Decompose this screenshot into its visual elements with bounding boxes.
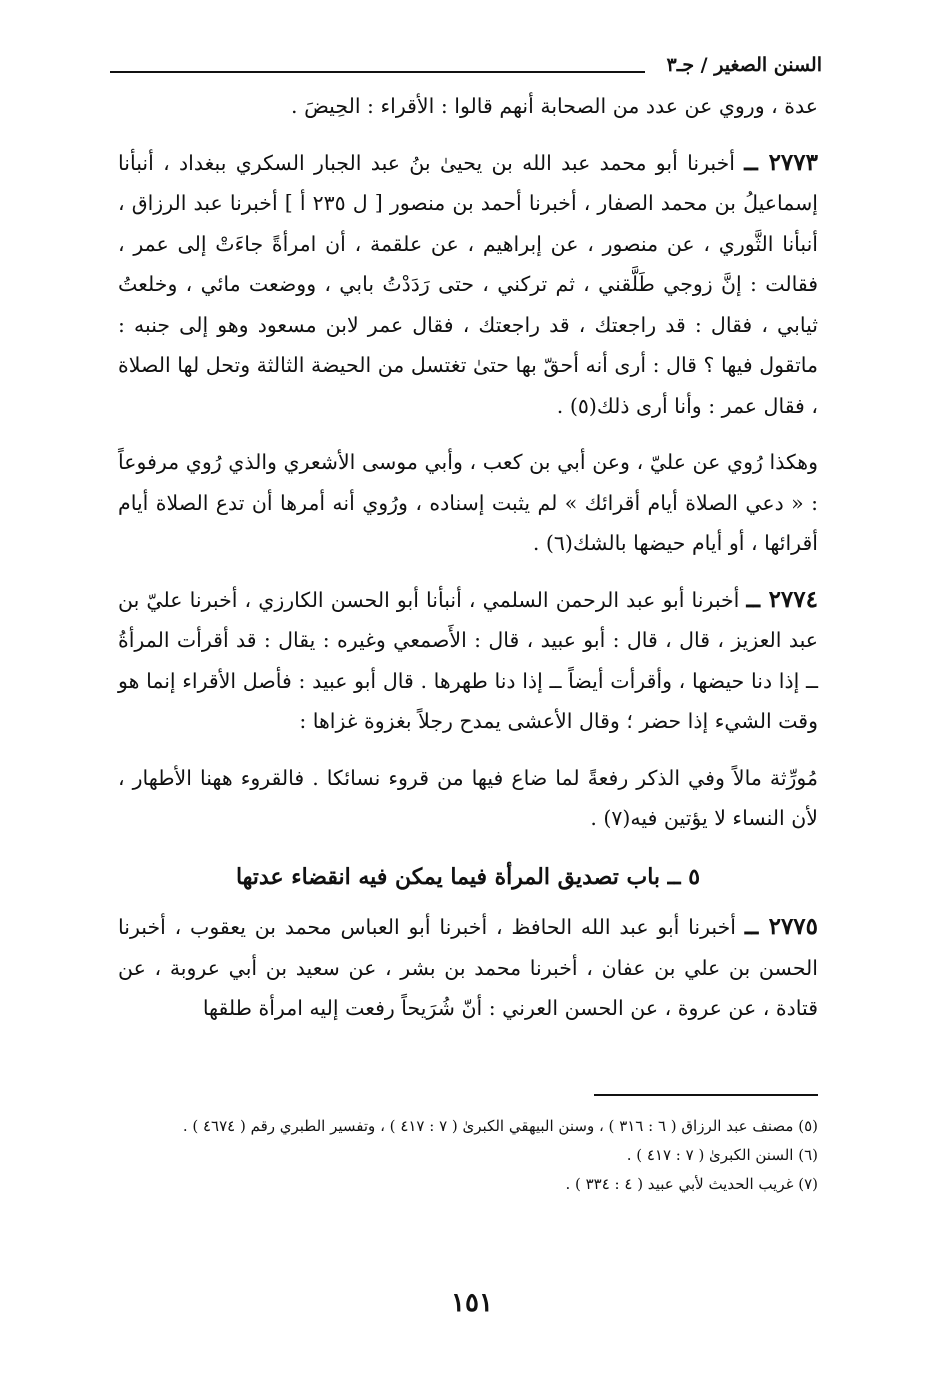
section-heading: ٥ ــ باب تصديق المرأة فيما يمكن فيه انقضاء عدتها [235, 863, 701, 890]
hadith-number: ٢٧٧٤ ــ [746, 585, 818, 613]
commentary-paragraph: وهكذا رُوي عن عليّ ، وعن أبي بن كعب ، وأبي موسى الأشعري والذي رُوي مرفوعاً : « دعي الصلاة أيام أقرائك » لم يثبت إسناده ، ورُوي أنه أمرها أن تدع الصلاة أيام أقرائها ، أو أيام حيضها بالشك(٦) . [118, 450, 818, 555]
running-header [110, 48, 822, 82]
poetry-verse: مُورِّثة مالاً وفي الذكر رفعةً لما ضاع فيها من قروء نسائكا . فالقروء ههنا الأطهار ، لأن النساء لا يؤتين فيه(٧) . [118, 765, 818, 830]
hadith-text: أخبرنا أبو محمد عبد الله بن يحيىٰ بنُ عبد الجبار السكري ببغداد ، أنبأنا إسماعيلُ بن محمد الصفار ، أخبرنا أحمد بن منصور [ ل ٢٣٥ أ ] أخبرنا عبد الرزاق ، أنبأنا الثَّوري ، عن منصور ، عن إبراهيم ، عن علقمة ، أن امرأةً جاءَتْ إلى عمر ، فقالت : إنَّ زوجي طَلَّقني ، ثم تركني ، حتى رَدَدْتُ بابي ، ووضعت مائي ، وخلعتُ ثيابي ، فقال : قد راجعتك ، قد راجعتك ، فقال عمر لابن مسعود وهو إلى جنبه : ماتقول فيها ؟ قال : أرى أنه أحقّ بها حتىٰ تغتسل من الحيضة الثالثة وتحل لها الصلاة ، فقال عمر : وأنا أرى ذلك(٥) . [118, 150, 818, 418]
hadith-text: أخبرنا أبو عبد الرحمن السلمي ، أنبأنا أبو الحسن الكارزي ، أخبرنا عليّ بن عبد العزيز ، قال ، قال : أبو عبيد ، قال : الأَصمعي وغيره : يقال : قد أقرأت المرأةُ ــ إذا دنا حيضها ، وأقرأت أيضاً ــ إذا دنا طهرها . قال أبو عبيد : فأصل الأقراء إنما هو وقت الشيء إذا حضر ؛ وقال الأعشى يمدح رجلاً بغزوة غزاها : [118, 587, 818, 733]
running-header-title: السنن الصغير / جـ٣ [666, 54, 822, 76]
hadith-2774 [118, 580, 818, 742]
footnote-rule [594, 1094, 818, 1096]
footnotes [118, 1112, 818, 1199]
footnote-6: (٦) السنن الكبرىٰ ( ٧ : ٤١٧ ) . [626, 1146, 818, 1164]
header-rule [110, 71, 645, 73]
hadith-2775 [118, 907, 818, 1029]
hadith-number: ٢٧٧٣ ــ [744, 148, 818, 176]
hadith-number: ٢٧٧٥ ــ [744, 913, 819, 940]
hadith-2773 [118, 143, 818, 427]
page-number: ١٥١ [451, 1288, 493, 1318]
footnote-7: (٧) غريب الحديث لأبي عبيد ( ٤ : ٣٣٤ ) . [565, 1175, 818, 1193]
paragraph-continuation: عدة ، وروي عن عدد من الصحابة أنهم قالوا : الأقراء : الحِيضَ . [291, 94, 818, 118]
footnote-5: (٥) مصنف عبد الرزاق ( ٦ : ٣١٦ ) ، وسنن البيهقي الكبرىٰ ( ٧ : ٤١٧ ) ، وتفسير الطبري رقم ( ٤٦٧٤ ) . [182, 1117, 818, 1135]
main-text [118, 86, 818, 1029]
hadith-text: أخبرنا أبو عبد الله الحافظ ، أخبرنا أبو العباس محمد بن يعقوب ، أخبرنا الحسن بن علي بن عفان ، أخبرنا محمد بن بشر ، عن سعيد بن أبي عروبة ، عن قتادة ، عن عروة ، عن الحسن العرني : أنّ شُرَيحاً رفعت إليه امرأة طلقها [118, 915, 818, 1020]
